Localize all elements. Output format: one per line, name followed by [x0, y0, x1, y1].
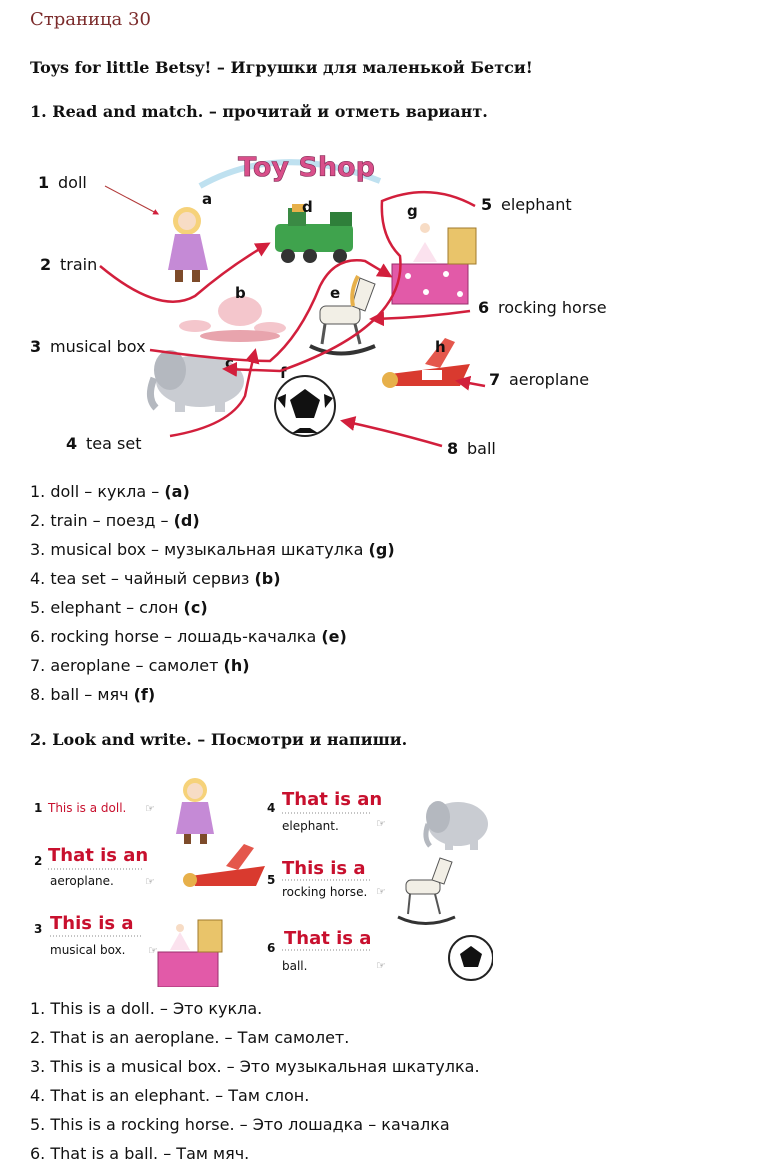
picture-letter: f	[280, 364, 287, 382]
tea-set-icon	[179, 296, 286, 342]
exercise2-heading: 2. Look and write. – Посмотри и напиши.	[30, 730, 408, 749]
word-number: 4	[66, 434, 78, 453]
train-icon	[275, 204, 353, 263]
answer-line: 7. aeroplane – самолет (h)	[30, 656, 250, 675]
word-number: 2	[40, 255, 52, 274]
word-label: tea set	[86, 434, 142, 453]
exercise1-heading: 1. Read and match. – прочитай и отметь вариант.	[30, 102, 488, 121]
word-number: 7	[489, 370, 501, 389]
svg-text:☞: ☞	[376, 885, 386, 898]
item-number: 4	[267, 801, 276, 815]
ball-icon	[449, 936, 493, 980]
answer-line: 3. musical box – музыкальная шкатулка (g)	[30, 540, 395, 559]
answer-line: 6. That is a ball. – Там мяч.	[30, 1144, 250, 1163]
handwritten-answer: This is a	[50, 913, 134, 934]
item-number: 2	[34, 854, 43, 868]
picture-letter: h	[435, 338, 446, 356]
picture-letter: e	[330, 284, 341, 302]
word-label: doll	[58, 173, 87, 192]
word-label: musical box	[50, 337, 146, 356]
answer-line: 4. tea set – чайный сервиз (b)	[30, 569, 281, 588]
answer-line: 2. That is an aeroplane. – Там самолет.	[30, 1028, 350, 1047]
printed-word: musical box.	[50, 943, 126, 957]
printed-word: ball.	[282, 959, 308, 973]
word-number: 1	[38, 173, 50, 192]
look-and-write-figure	[30, 772, 493, 987]
match-arrow-aeroplane	[458, 381, 485, 386]
handwritten-answer: That is an	[48, 845, 149, 866]
answer-line: 1. This is a doll. – Это кукла.	[30, 999, 263, 1018]
answer-line: 2. train – поезд – (d)	[30, 511, 200, 530]
item-number: 1	[34, 801, 43, 815]
item-number: 5	[267, 873, 276, 887]
word-number: 6	[478, 298, 490, 317]
picture-letter: c	[225, 354, 234, 372]
svg-text:☞: ☞	[145, 875, 155, 888]
svg-text:☞: ☞	[145, 802, 155, 815]
word-label: elephant	[501, 195, 572, 214]
printed-word: aeroplane.	[50, 874, 114, 888]
exercise2-answers	[30, 994, 480, 1168]
answer-line: 5. This is a rocking horse. – Это лошадка – качалка	[30, 1115, 450, 1134]
toy-shop-figure	[30, 146, 620, 468]
svg-text:☞: ☞	[376, 817, 386, 830]
picture-letter: g	[407, 202, 418, 220]
page-title: Toys for little Betsy! – Игрушки для маленькой Бетси!	[30, 58, 533, 77]
aeroplane-icon	[382, 338, 470, 388]
item-number: 6	[267, 941, 276, 955]
handwritten-answer: That is an	[282, 789, 383, 810]
word-label: ball	[467, 439, 496, 458]
match-arrow-ball	[343, 421, 442, 446]
word-number: 8	[447, 439, 459, 458]
word-label: rocking horse	[498, 298, 607, 317]
match-arrow-doll	[105, 186, 158, 214]
picture-letter: b	[235, 284, 246, 302]
shop-title: Toy Shop	[238, 152, 375, 183]
svg-text:☞: ☞	[376, 959, 386, 972]
answer-line: 3. This is a musical box. – Это музыкальная шкатулка.	[30, 1057, 480, 1076]
answer-line: 4. That is an elephant. – Там слон.	[30, 1086, 310, 1105]
picture-letter: a	[202, 190, 213, 208]
answer-line: 1. doll – кукла – (a)	[30, 482, 190, 501]
answer-line: 8. ball – мяч (f)	[30, 685, 156, 704]
word-number: 3	[30, 337, 42, 356]
answer-line: 6. rocking horse – лошадь-качалка (e)	[30, 627, 347, 646]
word-label: aeroplane	[509, 370, 590, 389]
exercise1-answers	[30, 477, 395, 709]
svg-text:☞: ☞	[148, 944, 158, 957]
item-number: 3	[34, 922, 43, 936]
printed-word: rocking horse.	[282, 885, 368, 899]
page-label: Страница 30	[30, 9, 151, 30]
handwritten-answer: This is a doll.	[48, 801, 127, 815]
word-label: train	[60, 255, 98, 274]
answer-line: 5. elephant – слон (c)	[30, 598, 208, 617]
picture-letter: d	[302, 198, 313, 216]
musical-box-icon	[392, 223, 476, 304]
printed-word: elephant.	[282, 819, 339, 833]
match-arrow-rocking-horse	[372, 311, 470, 319]
word-number: 5	[481, 195, 493, 214]
doll-icon	[168, 207, 208, 282]
handwritten-answer: This is a	[282, 858, 366, 879]
ball-icon	[275, 376, 335, 436]
handwritten-answer: That is a	[284, 928, 372, 949]
